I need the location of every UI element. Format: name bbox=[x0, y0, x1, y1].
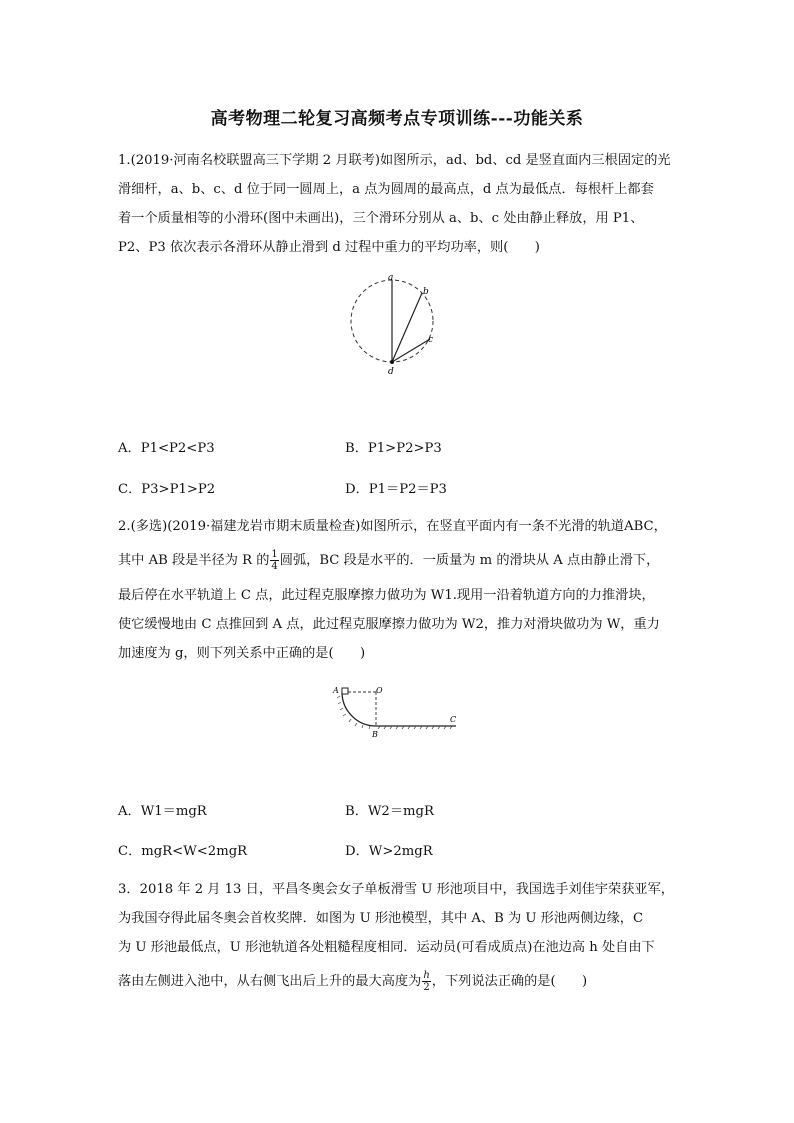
point-d bbox=[390, 360, 394, 364]
label-O: O bbox=[376, 686, 383, 695]
q2-option-c: C．mgR<W<2mgR bbox=[118, 844, 248, 859]
q2-line-4: 使它缓慢地由 C 点推回到 A 点，此过程克服摩擦力做功为 W2，推力对滑块做功为 W，重力 bbox=[118, 617, 660, 632]
rod-cd bbox=[392, 339, 430, 362]
q3-line-2: 为我国夺得此届冬奥会首枚奖牌．如图为 U 形池模型，其中 A、B 为 U 形池两侧边缘，C bbox=[118, 911, 644, 926]
q1-option-d: D．P1＝P2＝P3 bbox=[345, 482, 447, 497]
q2-line-2 bbox=[118, 541, 678, 581]
q1-circle-figure bbox=[340, 272, 450, 382]
q1-line-2: 滑细杆，a、b、c、d 位于同一圆周上，a 点为圆周的最高点，d 点为最低点．每根杆上都套 bbox=[118, 182, 654, 197]
q2-option-b: B．W2＝mgR bbox=[345, 804, 434, 819]
q1-line-4: P2、P3 依次表示各滑环从静止滑到 d 过程中重力的平均功率，则( ) bbox=[118, 240, 540, 255]
q1-option-a: A．P1<P2<P3 bbox=[118, 441, 215, 456]
quarter-arc-track bbox=[342, 692, 376, 726]
q2-frac-num: 1 bbox=[271, 549, 278, 560]
label-C: C bbox=[450, 715, 457, 724]
q3-line-4-post: ，下列说法正确的是( ) bbox=[431, 974, 588, 989]
rod-bd bbox=[392, 293, 422, 362]
label-B: B bbox=[372, 730, 378, 739]
q1-option-c: C．P3>P1>P2 bbox=[118, 482, 216, 497]
q2-line-2-pre: 其中 AB 段是半径为 R 的 bbox=[118, 553, 270, 568]
question-1-text bbox=[118, 146, 678, 262]
q3-line-4 bbox=[118, 962, 678, 1002]
q3-fraction-h-half bbox=[422, 970, 430, 993]
label-c: c bbox=[428, 335, 434, 345]
q2-line-1: 2.(多选)(2019·福建龙岩市期末质量检查)如图所示，在竖直平面内有一条不光滑的轨道ABC， bbox=[118, 519, 667, 534]
q3-frac-den: 2 bbox=[423, 982, 430, 993]
q3-line-4-pre: 落由左侧进入池中，从右侧飞出后上升的最大高度为 bbox=[118, 974, 422, 989]
q2-track-figure bbox=[330, 684, 464, 744]
page-title: 高考物理二轮复习高频考点专项训练---功能关系 bbox=[210, 109, 584, 129]
q2-option-d: D．W>2mgR bbox=[345, 844, 433, 859]
q2-line-5: 加速度为 g，则下列关系中正确的是( ) bbox=[118, 646, 366, 661]
q1-line-3: 着一个质量相等的小滑环(图中未画出)，三个滑环分别从 a、b、c 处由静止释放，用 P1、 bbox=[118, 211, 644, 226]
label-A: A bbox=[333, 686, 339, 695]
q2-option-a: A．W1＝mgR bbox=[118, 804, 207, 819]
q2-frac-den: 4 bbox=[271, 561, 278, 572]
q2-line-2-post: 圆弧，BC 段是水平的．一质量为 m 的滑块从 A 点由静止滑下， bbox=[279, 553, 660, 568]
q2-line-3: 最后停在水平轨道上 C 点，此过程克服摩擦力做功为 W1.现用一沿着轨道方向的力推滑块， bbox=[118, 588, 655, 603]
slider-block bbox=[342, 688, 348, 694]
label-a: a bbox=[388, 273, 394, 283]
label-b: b bbox=[423, 287, 429, 297]
q1-option-b: B．P1>P2>P3 bbox=[345, 441, 442, 456]
q2-fraction-quarter bbox=[270, 549, 278, 572]
q3-frac-num: h bbox=[423, 970, 430, 981]
q1-line-1: 1.(2019·河南名校联盟高三下学期 2 月联考)如图所示，ad、bd、cd 是竖直面内三根固定的光 bbox=[118, 153, 671, 168]
q3-line-1: 3．2018 年 2 月 13 日，平昌冬奥会女子单板滑雪 U 形池项目中，我国选手刘佳宇荣获亚军， bbox=[118, 882, 674, 897]
question-3-text bbox=[118, 875, 678, 1002]
q3-line-3: 为 U 形池最低点，U 形池轨道各处粗糙程度相同．运动员(可看成质点)在池边高 h 处自由下 bbox=[118, 940, 655, 955]
question-2-text bbox=[118, 512, 678, 668]
label-d: d bbox=[388, 367, 394, 377]
